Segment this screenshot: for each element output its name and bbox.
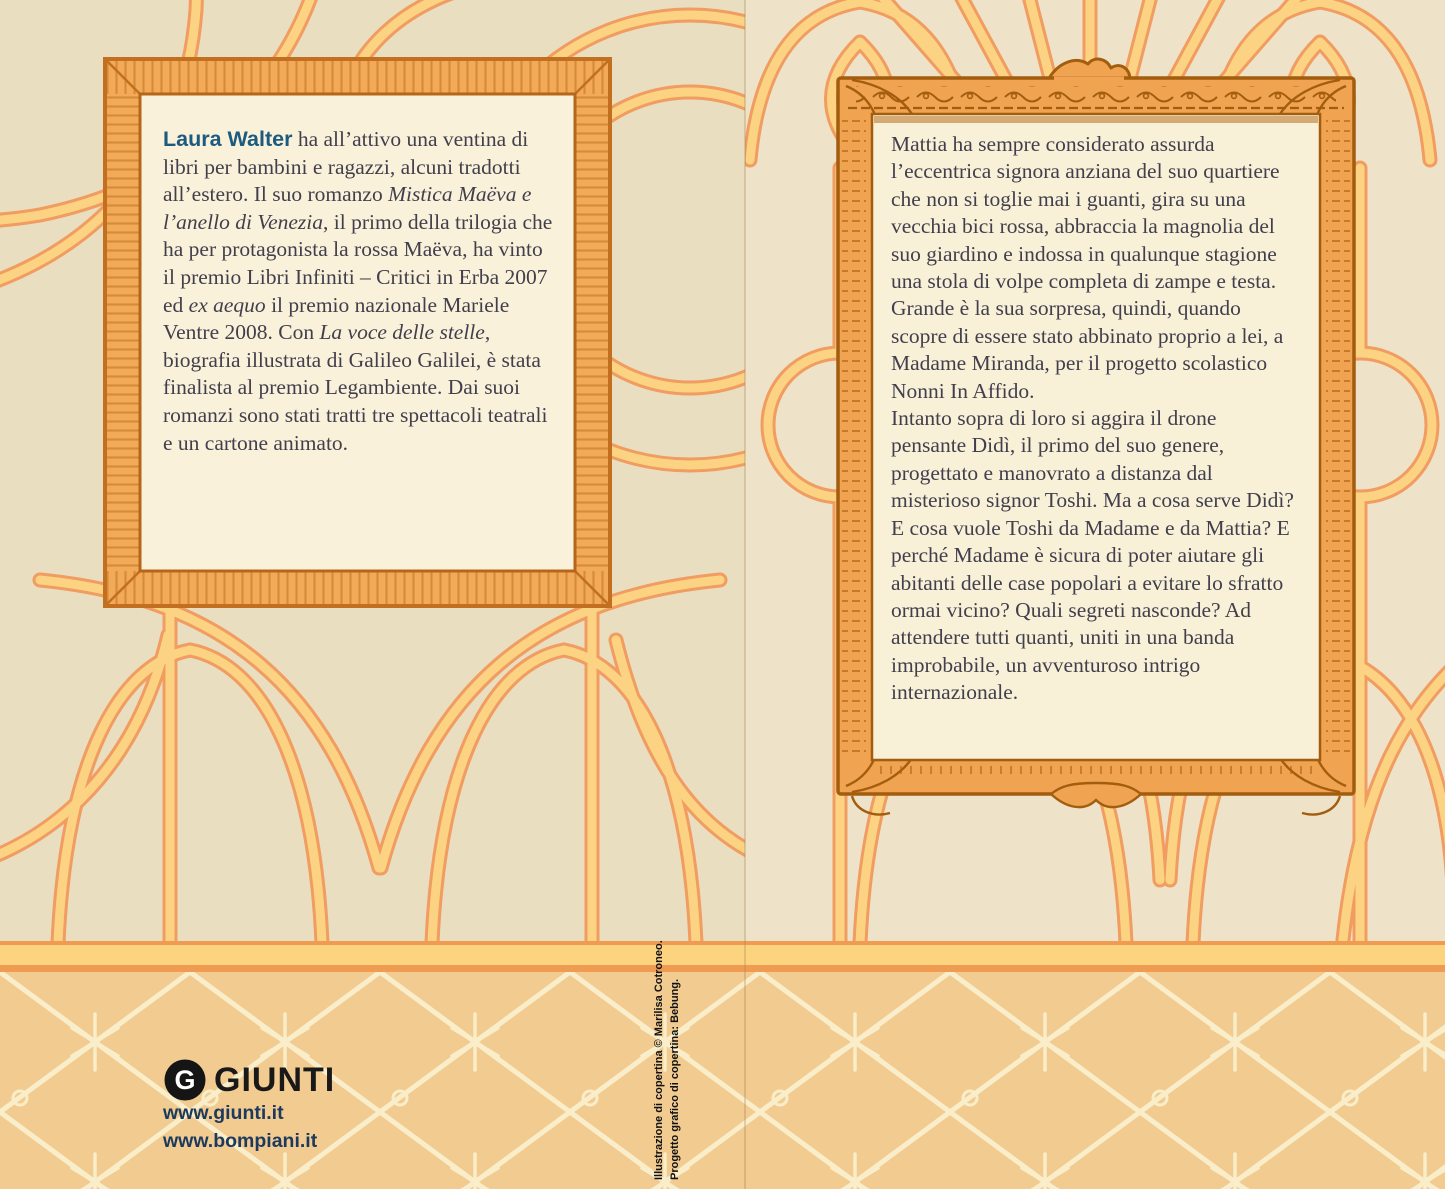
svg-text:G: G [174, 1065, 196, 1095]
website-bompiani: www.bompiani.it [163, 1130, 318, 1152]
website-giunti: www.giunti.it [163, 1102, 284, 1124]
publisher-logo [163, 1058, 335, 1102]
giunti-logo-icon [163, 1058, 207, 1102]
publisher-websites [163, 1099, 317, 1155]
synopsis-paragraph-2: Intanto sopra di loro si aggira il drone pensante Didì, il primo del suo genere, progettato e manovrato a distanza dal misterioso signor Toshi. Ma a cosa serve Didì? E cosa vuole Toshi da Madame e da Mattia? E perché Madame è sicura di poter aiutare gli abitanti delle case popolari a evitare lo sfratto ormai vicino? Quali segreti nasconde? Ad attendere tutti quanti, uniti in una banda improbabile, un avventuroso intrigo internazionale. [891, 406, 1294, 705]
cover-credits [651, 910, 687, 1180]
baseboard-stripe [0, 941, 1445, 972]
synopsis-paragraph-1: Mattia ha sempre considerato assurda l’eccentrica signora anziana del suo quartiere che non si toglie mai i guanti, gira su una vecchia bici rossa, abbraccia la magnolia del suo giardino e indossa in qualunque stagione una stola di volpe completa di zampe e testa. Grande è la sua sorpresa, quindi, quando scopre di essere stato abbinato proprio a lei, a Madame Miranda, per il progetto scolastico Nonni In Affido. [891, 132, 1284, 403]
fold-seam [744, 0, 746, 1189]
illustration-credit: Illustrazione di copertina © Marilisa Cotroneo. [653, 940, 665, 1180]
publisher-name: GIUNTI [214, 1060, 336, 1099]
synopsis-text [891, 131, 1295, 707]
design-credit: Progetto grafico di copertina: Bebung. [669, 978, 681, 1180]
author-bio-text: Laura Walter ha all’attivo una ventina di libri per bambini e ragazzi, alcuni tradotti all’estero. Il suo romanzo Mistica Maëva e l’anello di Venezia, il primo della trilogia che ha per protagonista la rossa Maëva, ha vinto il premio Libri Infiniti – Critici in Erba 2007 ed ex aequo il premio nazionale Mariele Ventre 2008. Con La voce delle stelle, biografia illustrata di Galileo Galilei, è stata finalista al premio Legambiente. Dai suoi romanzi sono stati tratti tre spettacoli teatrali e un cartone animato. [163, 127, 553, 455]
